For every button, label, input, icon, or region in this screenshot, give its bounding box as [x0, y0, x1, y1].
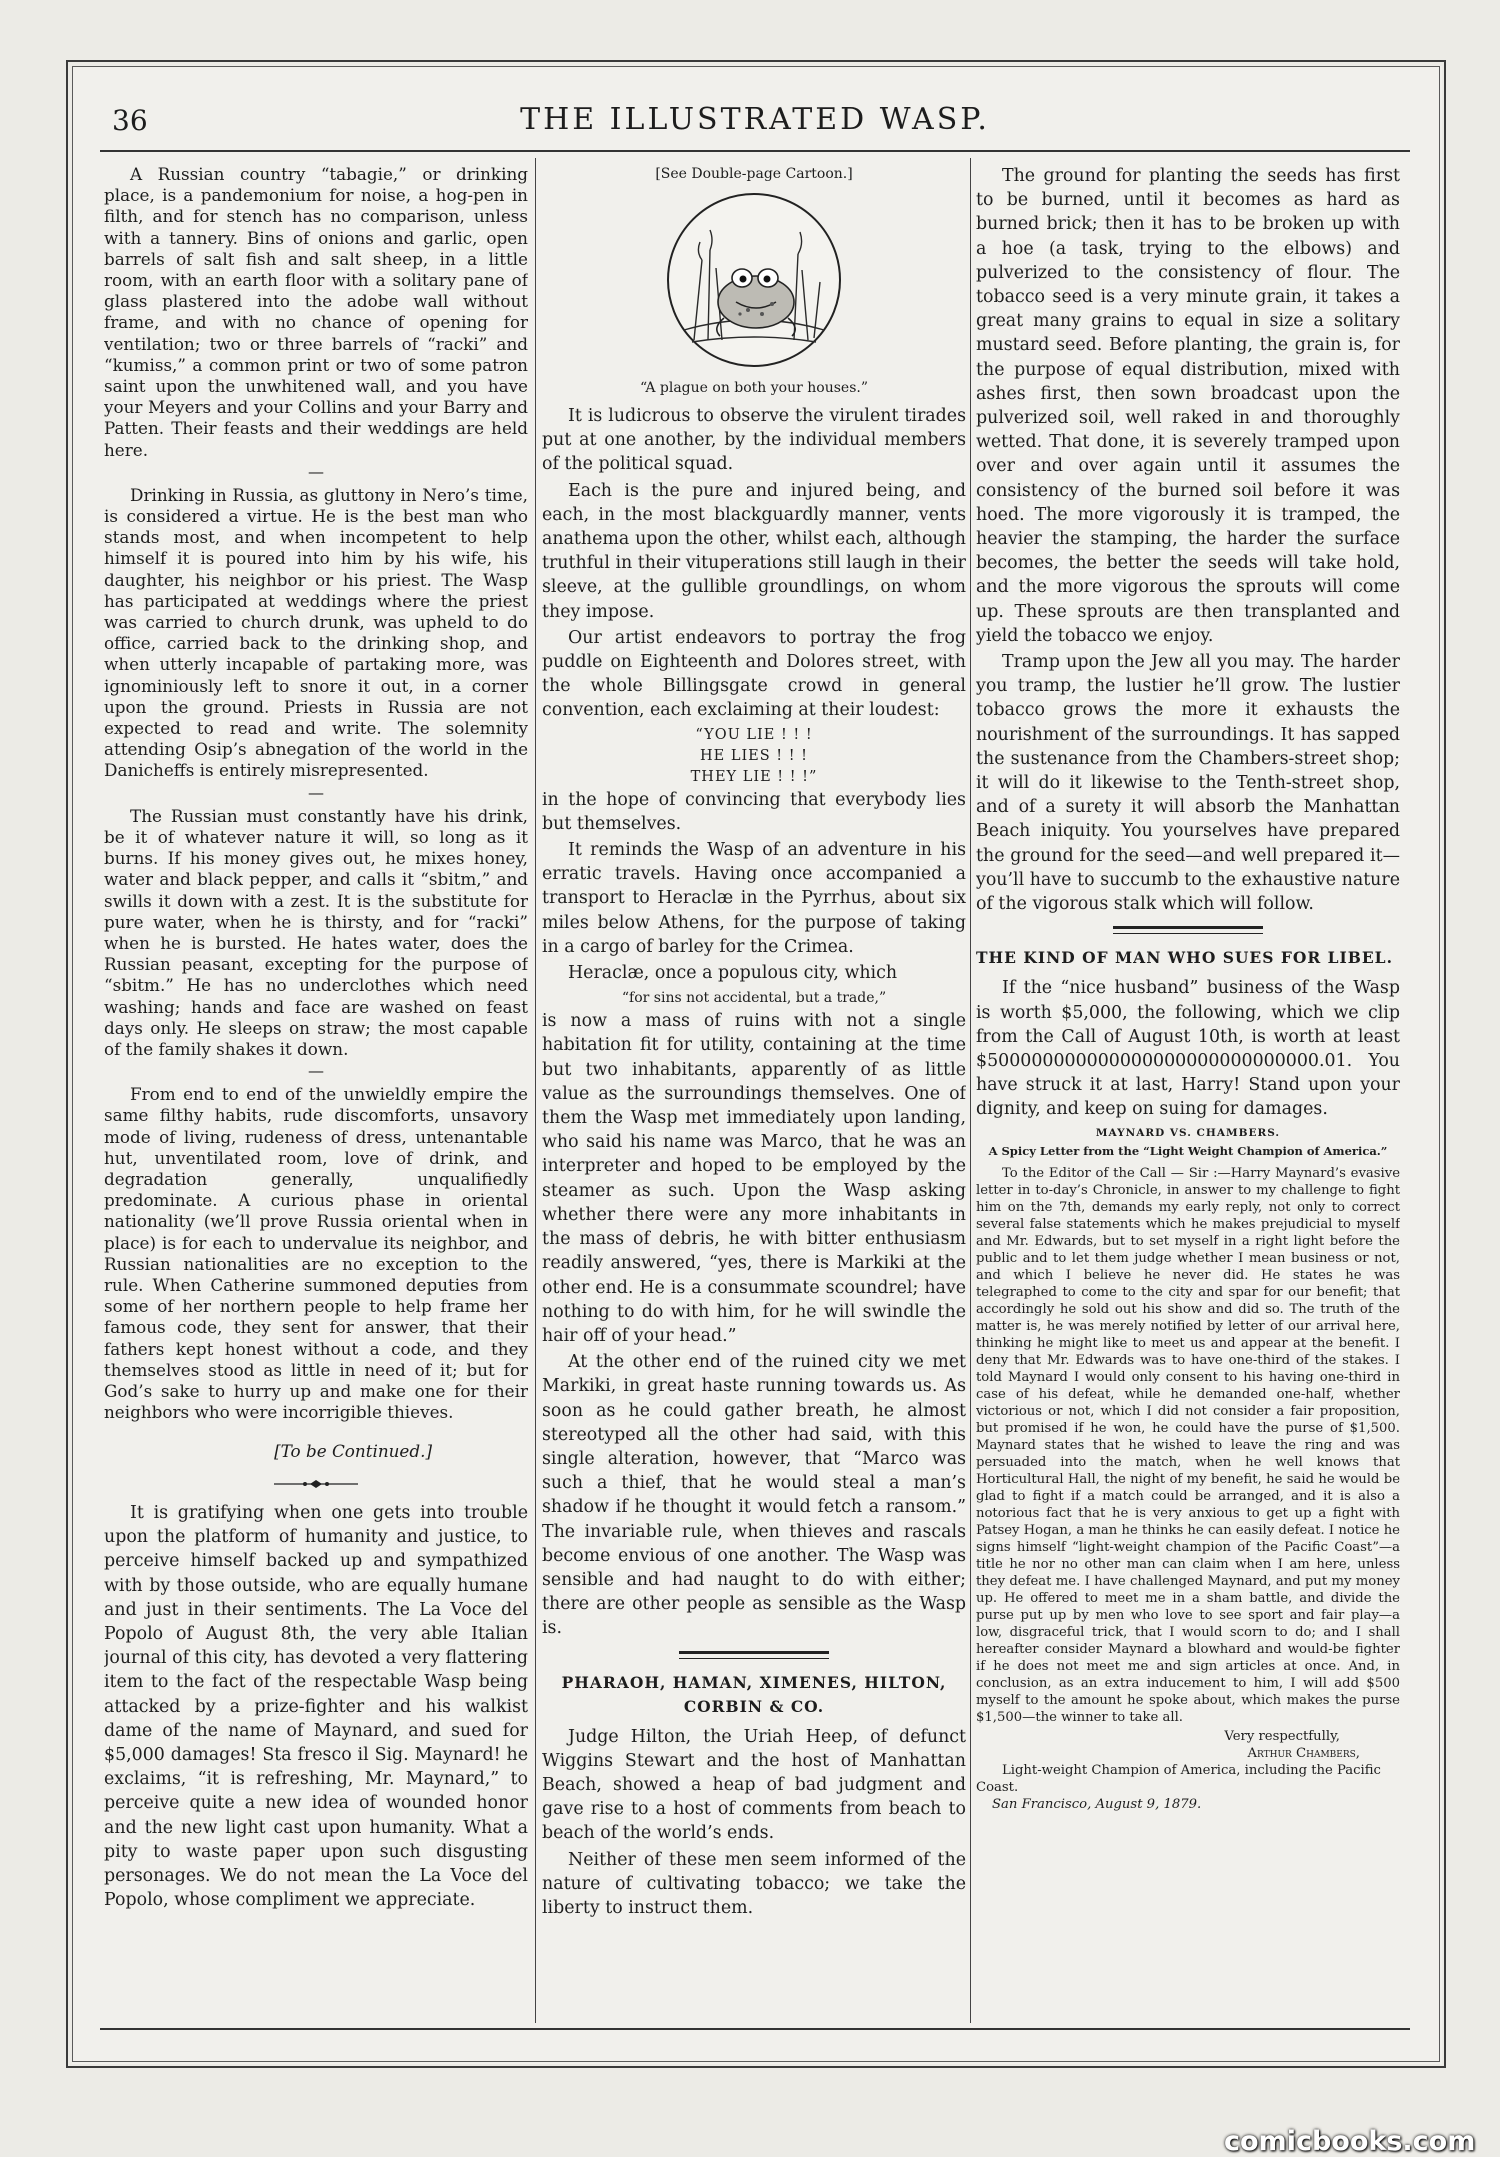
article-paragraph: It is ludicrous to observe the virulent tirades put at one another, by the individual members of the political squad. [542, 406, 966, 475]
section-dash: — [308, 1061, 324, 1081]
quote-you-lie: “YOU LIE ! ! ! [695, 726, 813, 743]
footer-rule [100, 2028, 1410, 2030]
page-header [100, 92, 1410, 152]
article-paragraph: Our artist endeavors to portray the frog puddle on Eighteenth and Dolores street, with the whole Billingsgate crowd in general convention, each exclaiming at their loudest: [542, 627, 966, 721]
section-dash: — [308, 461, 324, 481]
cartoon-caption: “A plague on both your houses.” [639, 380, 868, 396]
article-paragraph: The Russian must constantly have his drink, be it of whatever nature it will, so long as it burns. If his money gives out, he mixes honey, water and black pepper, and calls it “sbitm,” and swills it down with a zest. It is the substitute for pure water, when he is thirsty, and for “racki” when he is bursted. He hates water, does the Russian peasant, excepting for the purpose of “sbitm.” He has no underclothes which need washing; hands and face are washed on feast days only. He sleeps on straw; the most capable of the family shakes it down. [104, 805, 528, 1059]
light-rule [679, 1658, 829, 1659]
article-paragraph: Neither of these men seem informed of the nature of cultivating tobacco; we take the liberty to instruct them. [542, 1849, 966, 1918]
article-paragraph: Each is the pure and injured being, and each, in the most blackguardly manner, vents anathema upon the other, whilst each, although truthful in their vituperations still laugh in their sleeve, at the gullible groundlings, on whom they impose. [542, 480, 966, 622]
article-paragraph: Judge Hilton, the Uriah Heep, of defunct Wiggins Stewart and the host of Manhattan Beach, showed a heap of bad judgment and gave rise to a host of comments from beach to beach of the world’s ends. [542, 1726, 966, 1844]
article-paragraph: is now a mass of ruins with not a single habitation fit for utility, containing at the time but two inhabitants, apparently of as little value as the surroundings themselves. One of them the Wasp met immediately upon landing, who said his name was Marco, that he was an interpreter and hoped to be employed by the steamer as such. Upon the Wasp asking whether there were any more inhabitants in the mass of debris, he with bitter enthusiasm readily answered, “yes, there is Markiki at the other end. He is a consummate scoundrel; have nothing to do with him, for he will swindle the hair off of your head.” [542, 1011, 966, 1346]
site-watermark: comicbooks.com [1224, 2126, 1476, 2157]
column-2 [542, 164, 966, 2024]
page-number: 36 [112, 104, 148, 137]
quote-he-lies: HE LIES ! ! ! [699, 747, 809, 764]
to-be-continued: [To be Continued.] [274, 1441, 432, 1462]
article-headline: PHARAOH, HAMAN, XIMENES, HILTON, CORBIN & CO. [561, 1672, 947, 1716]
masthead-title: THE ILLUSTRATED WASP. [520, 102, 990, 137]
cartoon-reference: [See Double-page Cartoon.] [655, 166, 853, 182]
letter-title: Light-weight Champion of America, including the Pacific Coast. [976, 1762, 1381, 1795]
clipping-headline: MAYNARD VS. CHAMBERS. [1095, 1126, 1281, 1139]
clipping-subheadline: A Spicy Letter from the “Light Weight Champion of America.” [988, 1143, 1388, 1158]
column-1 [104, 164, 528, 2024]
article-paragraph: Heraclæ, once a populous city, which [568, 963, 898, 984]
article-paragraph: It reminds the Wasp of an adventure in his erratic travels. Having once accompanied a transport to Heraclæ in the Pyrrhus, about six miles below Athens, for the purpose of taking in a cargo of barley for the Crimea. [542, 840, 966, 957]
verse-quote: “for sins not accidental, but a trade,” [621, 990, 887, 1007]
heavy-rule [1113, 926, 1263, 929]
article-paragraph: Tramp upon the Jew all you may. The harder you tramp, the lustier he’ll grow. The lustier tobacco grows the more it exhausts the nourishment of the surroundings. It has sapped the sustenance from the Chambers-street shop; it will do it likewise to the Tenth-street shop, and of a surety it will absorb the Manhattan Beach iniquity. You yourselves have prepared the ground for the seed—and well prepared it—you’ll have to succumb to the exhaustive nature of the vigorous stalk which will follow. [976, 652, 1400, 915]
article-paragraph: The ground for planting the seeds has first to be burned, until it becomes as hard as burned brick; then it has to be broken up with a hoe (a task, trying to the elbows) and pulverized to the consistency of flour. The tobacco seed is a very minute grain, it takes a great many grains to equal in size a solitary mustard seed. Before planting, the grain is, for the purpose of equal distribution, mixed with ashes first, then sown broadcast upon the pulverized soil, well raked in and thoroughly wetted. That done, it is severely tramped upon over and over again until it assumes the consistency of the burned soil before it was hoed. The more vigorously it is tramped, the heavier the stamping, the harder the surface becomes, the better the seeds will take hold, and the more vigorous the sprouts will come up. These sprouts are then transplanted and yield the tobacco we enjoy. [976, 166, 1400, 646]
section-dash: — [308, 782, 324, 802]
frog-cartoon-illustration [664, 190, 844, 370]
ornament-divider [274, 1479, 358, 1489]
letter-dateline: San Francisco, August 9, 1879. [992, 1796, 1202, 1812]
article-paragraph: in the hope of convincing that everybody lies but themselves. [542, 789, 966, 834]
article-paragraph: From end to end of the unwieldly empire the same filthy habits, rude discomforts, unsavory mode of living, rudeness of dress, untenantable hut, unventilated room, love of drink, and degradation generally, unqualifiedly predominate. A curious phase in oriental nationality (we’ll prove Russia oriental when in place) is for each to undervalue its neighbor, and Russian nationalities are no exception to the rule. When Catherine summoned deputies from some of her northern people to help frame her famous code, they sent for answer, that their fathers kept honest without a code, and they themselves stood as little in need of it; but for God’s sake to hurry up and make one for their neighbors who were incorrigible thieves. [104, 1084, 528, 1423]
article-paragraph: At the other end of the ruined city we met Markiki, in great haste running towards us. As soon as he could gather breath, he almost stereotyped all the other had said, with this single alteration, however, that “Marco was such a thief, that he would steal a man’s shadow if he thought it would fetch a ransom.” The invariable rule, when thieves and rascals become envious of one another. The Wasp was sensible and had naught to do with either; there are other people as sensible as the Wasp is. [542, 1352, 966, 1639]
column-divider-2 [970, 158, 971, 2023]
column-divider-1 [535, 158, 536, 2023]
heavy-rule [679, 1651, 829, 1654]
letter-signature: Arthur Chambers, [1247, 1745, 1360, 1761]
article-headline: THE KIND OF MAN WHO SUES FOR LIBEL. [976, 948, 1393, 968]
letter-closing: Very respectfully, [1224, 1728, 1340, 1744]
column-3 [976, 164, 1400, 2024]
clipping-letter: To the Editor of the Call — Sir :—Harry Maynard’s evasive letter in to-day’s Chronicle, in answer to my challenge to fight him on the 7th, demands my early reply, not only to correct several false statements which he makes prejudicial to myself and Mr. Edwards, but to set myself in a right light before the public and to let them judge whether I mean business or not, and which I believe he never did. He states he was telegraphed to come to the city and spar for our benefit; that accordingly he sold out his show and did so. The truth of the matter is, he was merely notified by letter of our arrival here, thinking he might like to meet us and appear at the benefit. I deny that Mr. Edwards was to have one-third of the stakes. I told Maynard I would only consent to his having one-third in case of his defeat, while he demanded one-half, whether victorious or not, which I did not consider a fair proposition, but promised if he won, he could have the purse of $1,500. Maynard states that he wished to leave the ring and was persuaded into the match, when he well knows that Horticultural Hall, the night of my benefit, he said he would be glad to fight if a match could be arranged, and it is also a notorious fact that he is very anxious to get up a fight with Patsey Hogan, a man he thinks he can easily defeat. I notice he signs himself “light-weight champion of the Pacific Coast”—a title he nor no other man can claim when I am here, unless they defeat me. I have challenged Maynard, and put my money up. He offered to meet me in a sham battle, and divide the purse put up by men who love to see sport and fair play—a low, disgraceful trick, that I would scorn to do; and I shall hereafter consider Maynard a blowhard and would-be fighter if he does not meet me and sign articles at once. And, in conclusion, as an extra inducement to him, I will add $500 myself to the amount he spoke about, which makes the purse $1,500—the winner to take all. [976, 1165, 1400, 1725]
article-paragraph: A Russian country “tabagie,” or drinking place, is a pandemonium for noise, a hog-pen in filth, and for stench has no comparison, unless with a tannery. Bins of onions and garlic, open barrels of salt fish and salt sheep, in a little room, with an earth floor with a solitary pane of glass plastered into the adobe wall without frame, and with no chance of opening for ventilation; two or three barrels of “racki” and “kumiss,” a common print or two of some patron saint upon the unwhitened wall, and you have your Meyers and your Collins and your Barry and Patten. Their feasts and their weddings are held here. [104, 164, 528, 460]
article-paragraph: Drinking in Russia, as gluttony in Nero’s time, is considered a virtue. He is the best man who stands most, and when incompetent to help himself it is poured into him by his wife, his daughter, his neighbor or his priest. The Wasp has participated at weddings where the priest was carried to church drunk, was upheld to do office, carried back to the drinking shop, and when utterly incapable of partaking more, was ignominiously left to snore it out, in a corner upon the ground. Priests in Russia are not expected to read and write. The solemnity attending Osip’s abnegation of the world in the Danicheffs is entirely misrepresented. [104, 484, 528, 781]
article-paragraph: If the “nice husband” business of the Wasp is worth $5,000, the following, which we clip from the Call of August 10th, is worth at least $500000000000000000000000000000.01. You have struck it at last, Harry! Stand upon your dignity, and keep on suing for damages. [976, 978, 1400, 1120]
quote-they-lie: THEY LIE ! ! !” [690, 768, 818, 785]
light-rule [1113, 933, 1263, 934]
header-rule [100, 150, 1410, 152]
article-paragraph: It is gratifying when one gets into trouble upon the platform of humanity and justice, to perceive himself backed up and sympathized with by those outside, who are equally humane and just in their sentiments. The La Voce del Popolo of August 8th, the very able Italian journal of this city, has devoted a very flattering item to the fact of the respectable Wasp being attacked by a prize-fighter and his walkist dame of the name of Maynard, and sued for $5,000 damages! Sta fresco il Sig. Maynard! he exclaims, “it is refreshing, Mr. Maynard,” to perceive quite a new idea of wounded honor and the new light cast upon humanity. What a pity to waste paper upon such disgusting personages. We do not mean the La Voce del Popolo, whose compliment we appreciate. [104, 1502, 528, 1911]
